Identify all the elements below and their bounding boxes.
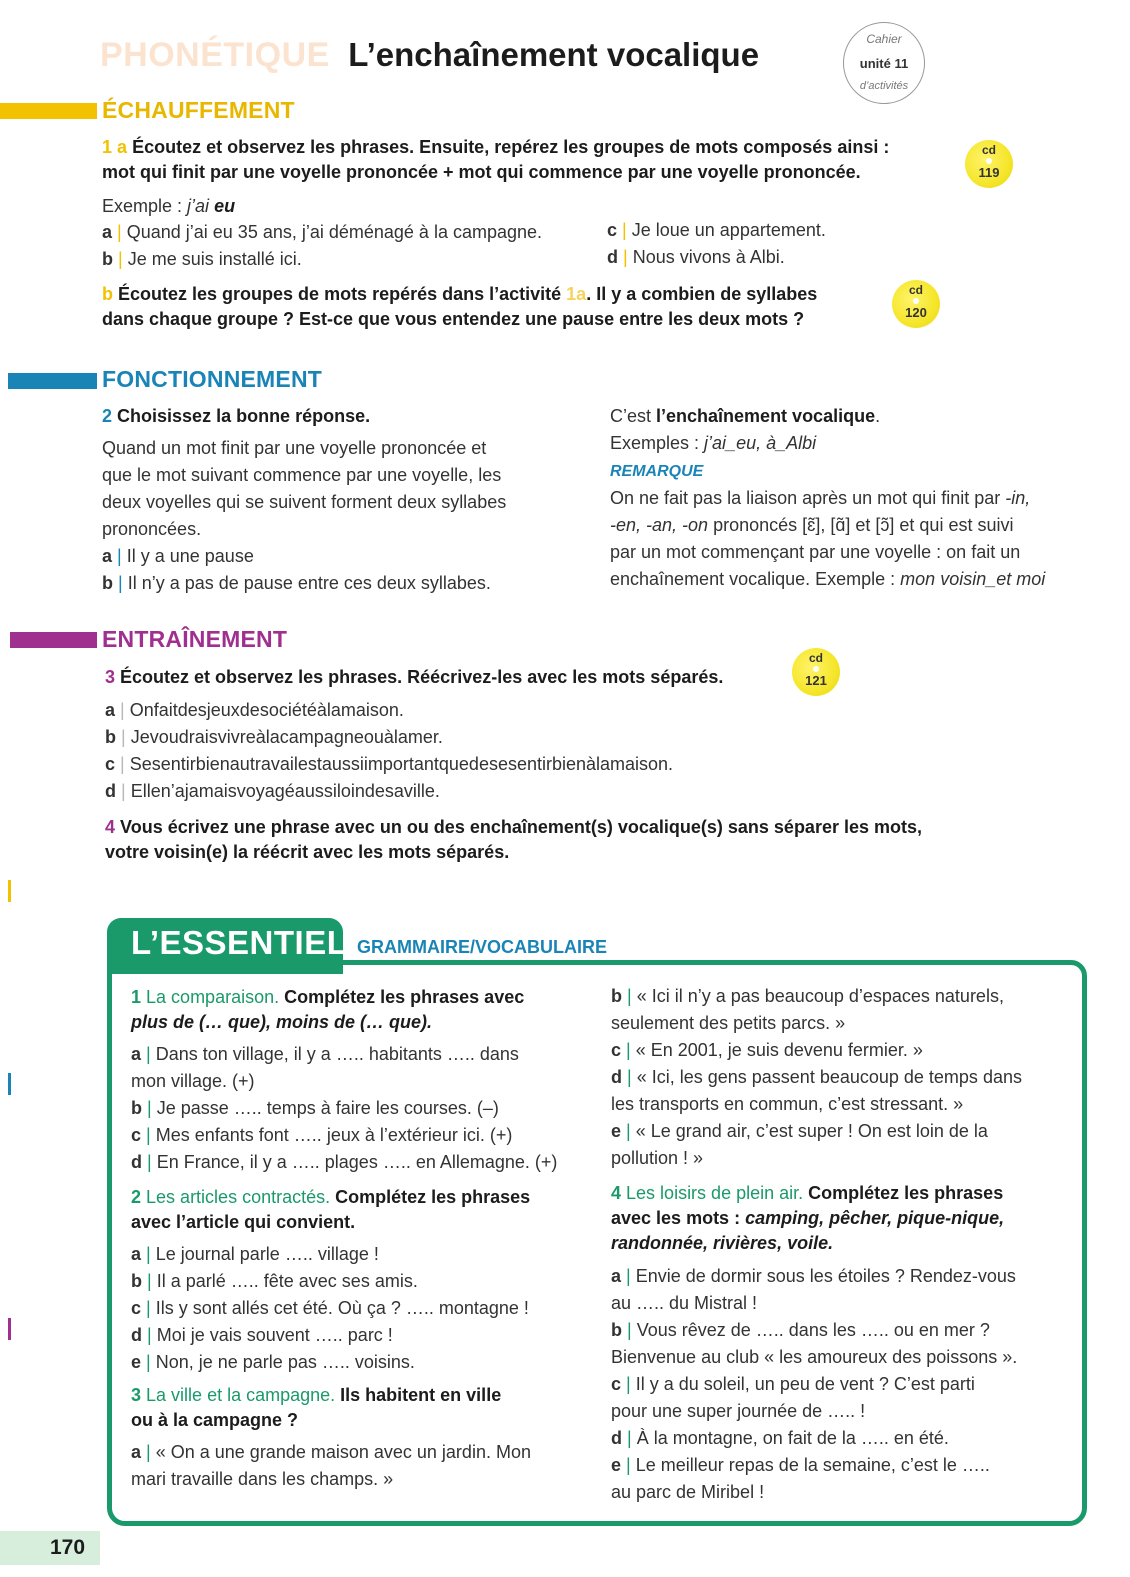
ess-ex4-instr2a: avec les mots : bbox=[611, 1208, 746, 1228]
item-text-cont: pour une super journée de ….. ! bbox=[611, 1401, 866, 1421]
fonctionnement-title: FONCTIONNEMENT bbox=[102, 366, 323, 392]
para-line: Quand un mot finit par une voyelle prononcée et bbox=[102, 438, 487, 458]
item-text-cont: Bienvenue au club « les amoureux des poissons ». bbox=[611, 1347, 1018, 1367]
ess-ex4-instr2b: camping, pêcher, pique-nique, bbox=[745, 1208, 1005, 1228]
item-text: Non, je ne parle pas ….. voisins. bbox=[155, 1352, 415, 1372]
item-letter: d bbox=[611, 1428, 622, 1448]
item-letter: e bbox=[131, 1352, 142, 1372]
ess-ex2-item bbox=[131, 1322, 601, 1349]
item-letter: b bbox=[611, 986, 622, 1006]
item-separator: | bbox=[146, 1298, 151, 1318]
item-letter: d bbox=[131, 1325, 142, 1345]
ex3-items bbox=[105, 697, 1005, 805]
item-text: « Le grand air, c’est super ! On est loin de la bbox=[635, 1121, 988, 1141]
examples-prefix: Exemples : bbox=[610, 433, 705, 453]
item-text: Mes enfants font ….. jeux à l’extérieur ici. (+) bbox=[155, 1125, 513, 1145]
option-separator: | bbox=[118, 573, 123, 593]
page-title: L’enchaînement vocalique bbox=[348, 36, 760, 73]
item-separator: | bbox=[147, 1271, 152, 1291]
item-separator: | bbox=[626, 1266, 631, 1286]
cahier-stamp bbox=[843, 22, 925, 104]
item-separator: | bbox=[627, 1067, 632, 1087]
item-text: Je me suis installé ici. bbox=[127, 249, 302, 269]
ex1b-part2: . Il y a combien de syllabes bbox=[586, 284, 818, 304]
margin-tick bbox=[8, 880, 11, 902]
example-italic: j’ai bbox=[187, 196, 215, 216]
item-separator: | bbox=[146, 1244, 151, 1264]
item-separator: | bbox=[120, 754, 125, 774]
cd-label: cd bbox=[981, 143, 996, 157]
ess-ex1-num: 1 bbox=[131, 987, 142, 1007]
item-text: Je passe ….. temps à faire les courses. (–) bbox=[156, 1098, 499, 1118]
ex1a-line1: Écoutez et observez les phrases. Ensuite, repérez les groupes de mots composés ainsi : bbox=[132, 137, 890, 157]
item-letter: c bbox=[611, 1374, 622, 1394]
ess-ex4-instr1: Complétez les phrases bbox=[803, 1183, 1004, 1203]
ess-ex2-instr2: avec l’article qui convient. bbox=[131, 1212, 356, 1232]
remarque-line-3: par un mot commençant par une voyelle : on fait un bbox=[610, 542, 1021, 562]
item-letter: d bbox=[131, 1152, 142, 1172]
cd-number: 121 bbox=[805, 673, 827, 688]
ess-ex2-item bbox=[131, 1268, 601, 1295]
ess-ex3-item-a bbox=[131, 1439, 601, 1493]
ex4-instruction bbox=[105, 815, 1005, 865]
ess-ex3-topic: La ville et la campagne. bbox=[146, 1385, 336, 1405]
cd-dot-icon bbox=[986, 158, 992, 164]
entrainement-title: ENTRAÎNEMENT bbox=[102, 626, 288, 652]
item-text: Vous rêvez de ….. dans les ….. ou en mer ? bbox=[636, 1320, 990, 1340]
cd-number: 120 bbox=[905, 305, 927, 320]
item-text: Il y a du soleil, un peu de vent ? C’est parti bbox=[635, 1374, 975, 1394]
echauffement-band bbox=[0, 103, 97, 119]
item-text-cont: au parc de Miribel ! bbox=[611, 1482, 765, 1502]
item-letter: a bbox=[131, 1044, 142, 1064]
examples-italic: j’ai_eu, à_Albi bbox=[704, 433, 817, 453]
ex3-item bbox=[105, 724, 1005, 751]
ess-ex1-item-b bbox=[131, 1095, 601, 1122]
item-text-cont: pollution ! » bbox=[611, 1148, 704, 1168]
ex1a-num: 1 bbox=[102, 137, 113, 157]
cd-dot-icon bbox=[813, 666, 819, 672]
ess-ex1-instr1: Complétez les phrases avec bbox=[279, 987, 525, 1007]
item-letter: c bbox=[607, 220, 618, 240]
item-text: « Ici, les gens passent beaucoup de temps dans bbox=[636, 1067, 1022, 1087]
cd-label: cd bbox=[808, 651, 823, 665]
item-letter: a bbox=[105, 700, 116, 720]
echauffement-title: ÉCHAUFFEMENT bbox=[102, 97, 295, 123]
margin-tick bbox=[8, 1073, 11, 1095]
cd-number: 119 bbox=[978, 165, 1000, 180]
ex2-option-a bbox=[102, 543, 572, 570]
item-letter: c bbox=[105, 754, 116, 774]
item-separator: | bbox=[117, 222, 122, 242]
item-text: En France, il y a ….. plages ….. en Allemagne. (+) bbox=[156, 1152, 558, 1172]
essentiel-right bbox=[611, 983, 1071, 1506]
item-letter: b bbox=[102, 249, 113, 269]
remarque-text: prononcés [ɛ̃], [ɑ̃] et [ɔ̃] et qui est suivi bbox=[708, 515, 1014, 535]
ex1a-item-b bbox=[102, 246, 302, 273]
item-text-cont: mari travaille dans les champs. » bbox=[131, 1469, 394, 1489]
margin-tick bbox=[8, 1318, 11, 1340]
item-separator: | bbox=[121, 727, 126, 747]
ess-ex4-instruction bbox=[611, 1181, 1071, 1256]
section-word: PHONÉTIQUE bbox=[100, 36, 330, 74]
ess-ex3-items-cont bbox=[611, 983, 1071, 1172]
item-separator: | bbox=[622, 220, 627, 240]
ess-ex1-item-d bbox=[131, 1149, 601, 1176]
ess-ex1-item-a bbox=[131, 1041, 601, 1068]
item-letter: b bbox=[131, 1271, 142, 1291]
item-text: Le meilleur repas de la semaine, c’est le ….. bbox=[635, 1455, 990, 1475]
ess-ex3-instr1: Ils habitent en ville bbox=[335, 1385, 502, 1405]
ex3-num: 3 bbox=[105, 667, 116, 687]
item-text-cont: mon village. (+) bbox=[131, 1071, 255, 1091]
ex3-item bbox=[105, 751, 1005, 778]
item-letter: a bbox=[131, 1244, 142, 1264]
item-separator: | bbox=[626, 1040, 631, 1060]
ex4-line1: Vous écrivez une phrase avec un ou des enchaînement(s) vocalique(s) sans séparer les mots, bbox=[120, 817, 922, 837]
item-text: Ellen’ajamaisvoyagéaussiloindesaville. bbox=[130, 781, 440, 801]
ess-ex1-instruction bbox=[131, 985, 601, 1035]
ess-ex2-items bbox=[131, 1241, 601, 1376]
ex1a-item-a bbox=[102, 219, 542, 246]
ess-ex4-topic: Les loisirs de plein air. bbox=[626, 1183, 804, 1203]
item-text-cont: au ….. du Mistral ! bbox=[611, 1293, 758, 1313]
item-text: Nous vivons à Albi. bbox=[632, 247, 785, 267]
examples-line bbox=[610, 430, 1110, 457]
example-bold: eu bbox=[214, 196, 236, 216]
cd-121-badge[interactable] bbox=[792, 648, 840, 696]
item-separator: | bbox=[147, 1325, 152, 1345]
fonctionnement-right bbox=[610, 403, 1110, 593]
item-text: « En 2001, je suis devenu fermier. » bbox=[635, 1040, 923, 1060]
item-text-cont: seulement des petits parcs. » bbox=[611, 1013, 846, 1033]
stamp-top-text: Cahier bbox=[866, 32, 902, 46]
ess-ex2-item bbox=[131, 1295, 601, 1322]
item-separator: | bbox=[146, 1125, 151, 1145]
cest-line bbox=[610, 403, 1110, 430]
item-separator: | bbox=[627, 986, 632, 1006]
ex1b-line2: dans chaque groupe ? Est-ce que vous entendez une pause entre les deux mots ? bbox=[102, 309, 805, 329]
item-letter: a bbox=[102, 222, 113, 242]
ex2-num: 2 bbox=[102, 406, 113, 426]
item-text: « Ici il n’y a pas beaucoup d’espaces naturels, bbox=[636, 986, 1004, 1006]
ex3-item bbox=[105, 697, 1005, 724]
cd-119-badge[interactable] bbox=[965, 140, 1013, 188]
ess-ex2-item bbox=[131, 1349, 601, 1376]
option-text: Il y a une pause bbox=[126, 546, 254, 566]
ess-ex4-items bbox=[611, 1263, 1071, 1506]
item-text: Ils y sont allés cet été. Où ça ? ….. montagne ! bbox=[155, 1298, 529, 1318]
item-separator: | bbox=[146, 1352, 151, 1372]
item-letter: a bbox=[611, 1266, 622, 1286]
item-separator: | bbox=[147, 1152, 152, 1172]
fonctionnement-band bbox=[8, 373, 97, 389]
essentiel-tab-label: L’ESSENTIEL bbox=[131, 924, 348, 961]
ess-ex4-num: 4 bbox=[611, 1183, 622, 1203]
ess-ex2-instr1: Complétez les phrases bbox=[330, 1187, 531, 1207]
para-line: que le mot suivant commence par une voyelle, les bbox=[102, 465, 502, 485]
ex1b-ref: 1a bbox=[566, 284, 587, 304]
item-separator: | bbox=[627, 1428, 632, 1448]
ex2-instruction bbox=[102, 404, 370, 429]
ex1b-part1: Écoutez les groupes de mots repérés dans l’activité bbox=[118, 284, 567, 304]
ess-ex3-num: 3 bbox=[131, 1385, 142, 1405]
option-text: Il n’y a pas de pause entre ces deux syllabes. bbox=[127, 573, 491, 593]
cd-dot-icon bbox=[913, 298, 919, 304]
remarque-italic: -en, -an, -on bbox=[610, 515, 709, 535]
item-text: Onfaitdesjeuxdesociétéàlamaison. bbox=[129, 700, 404, 720]
item-text: « On a une grande maison avec un jardin. Mon bbox=[155, 1442, 531, 1462]
ex2-option-b bbox=[102, 570, 572, 597]
ess-ex2-instruction bbox=[131, 1185, 601, 1235]
ess-ex1-item-c bbox=[131, 1122, 601, 1149]
remarque-line-1 bbox=[610, 485, 1110, 512]
para-line: prononcées. bbox=[102, 519, 202, 539]
option-letter: a bbox=[102, 546, 113, 566]
item-letter: b bbox=[105, 727, 116, 747]
item-text: Il a parlé ….. fête avec ses amis. bbox=[156, 1271, 418, 1291]
item-text: Le journal parle ….. village ! bbox=[155, 1244, 379, 1264]
item-letter: c bbox=[131, 1125, 142, 1145]
remarque-title: REMARQUE bbox=[610, 463, 704, 480]
ex3-item bbox=[105, 778, 1005, 805]
item-separator: | bbox=[627, 1320, 632, 1340]
item-text: Dans ton village, il y a ….. habitants ….. dans bbox=[155, 1044, 519, 1064]
item-text: Jevoudraisvivreàlacampagneouàlamer. bbox=[130, 727, 443, 747]
item-letter: d bbox=[105, 781, 116, 801]
item-letter: c bbox=[131, 1298, 142, 1318]
ex1a-item-c bbox=[607, 217, 826, 244]
ess-ex3-instr2: ou à la campagne ? bbox=[131, 1410, 299, 1430]
page-header bbox=[100, 36, 800, 86]
ess-ex1-instr2: plus de (… que), moins de (… que). bbox=[131, 1012, 433, 1032]
ex4-num: 4 bbox=[105, 817, 116, 837]
item-letter: c bbox=[611, 1040, 622, 1060]
item-separator: | bbox=[146, 1442, 151, 1462]
example-prefix: Exemple : bbox=[102, 196, 188, 216]
remarque-text: enchaînement vocalique. Exemple : bbox=[610, 569, 901, 589]
ess-ex2-num: 2 bbox=[131, 1187, 142, 1207]
ex1a-item-d bbox=[607, 244, 785, 271]
item-text: Moi je vais souvent ….. parc ! bbox=[156, 1325, 393, 1345]
item-separator: | bbox=[118, 249, 123, 269]
stamp-bottom-text: d’activités bbox=[859, 80, 909, 92]
cd-120-badge[interactable] bbox=[892, 280, 940, 328]
entrainement-band bbox=[10, 632, 97, 648]
ex2-text: Choisissez la bonne réponse. bbox=[117, 406, 371, 426]
item-text: À la montagne, on fait de la ….. en été. bbox=[636, 1428, 949, 1448]
item-letter: d bbox=[611, 1067, 622, 1087]
item-text: Sesentirbienautravailestaussiimportantquedesesentirbienàlamaison. bbox=[129, 754, 674, 774]
ess-ex2-item bbox=[131, 1241, 601, 1268]
item-letter: d bbox=[607, 247, 618, 267]
ex1a-letter: a bbox=[117, 137, 128, 157]
cd-label: cd bbox=[908, 283, 923, 297]
item-separator: | bbox=[626, 1121, 631, 1141]
stamp-mid-text: unité 11 bbox=[859, 56, 909, 71]
item-letter: a bbox=[131, 1442, 142, 1462]
ex1a-example bbox=[102, 193, 235, 220]
cest-end: . bbox=[875, 406, 881, 426]
item-separator: | bbox=[147, 1098, 152, 1118]
remarque-italic: -in, bbox=[1005, 488, 1031, 508]
ess-ex1-items bbox=[131, 1041, 601, 1176]
option-separator: | bbox=[117, 546, 122, 566]
ess-ex4-instr3: randonnée, rivières, voile. bbox=[611, 1233, 834, 1253]
item-letter: e bbox=[611, 1455, 622, 1475]
ess-ex1-topic: La comparaison. bbox=[146, 987, 280, 1007]
item-letter: e bbox=[611, 1121, 622, 1141]
item-separator: | bbox=[120, 700, 125, 720]
ex1a-instruction bbox=[102, 135, 962, 185]
item-separator: | bbox=[626, 1374, 631, 1394]
ess-ex3-instruction bbox=[131, 1383, 601, 1433]
item-separator: | bbox=[146, 1044, 151, 1064]
ex3-text: Écoutez et observez les phrases. Réécrivez-les avec les mots séparés. bbox=[120, 667, 724, 687]
remarque-italic: mon voisin_et moi bbox=[900, 569, 1046, 589]
remarque-line-2 bbox=[610, 512, 1110, 539]
ex4-line2: votre voisin(e) la réécrit avec les mots séparés. bbox=[105, 842, 510, 862]
item-separator: | bbox=[623, 247, 628, 267]
item-text: Envie de dormir sous les étoiles ? Rendez-vous bbox=[635, 1266, 1016, 1286]
remarque-text: On ne fait pas la liaison après un mot qui finit par bbox=[610, 488, 1006, 508]
para-line: deux voyelles qui se suivent forment deux syllabes bbox=[102, 492, 507, 512]
cest-text: C’est bbox=[610, 406, 657, 426]
item-text-cont: les transports en commun, c’est stressant. » bbox=[611, 1094, 964, 1114]
remarque-line-4 bbox=[610, 566, 1110, 593]
item-separator: | bbox=[121, 781, 126, 801]
option-letter: b bbox=[102, 573, 113, 593]
page-number: 170 bbox=[50, 1536, 86, 1559]
cest-bold: l’enchaînement vocalique bbox=[656, 406, 876, 426]
essentiel-subtitle: GRAMMAIRE/VOCABULAIRE bbox=[357, 937, 607, 957]
ex1b-letter: b bbox=[102, 284, 113, 304]
ex1a-line2: mot qui finit par une voyelle prononcée + mot qui commence par une voyelle prononcée. bbox=[102, 162, 861, 182]
item-letter: b bbox=[611, 1320, 622, 1340]
ex1b-instruction bbox=[102, 282, 892, 332]
essentiel-left bbox=[131, 985, 601, 1493]
item-text: Je loue un appartement. bbox=[631, 220, 826, 240]
item-letter: b bbox=[131, 1098, 142, 1118]
item-separator: | bbox=[626, 1455, 631, 1475]
ess-ex2-topic: Les articles contractés. bbox=[146, 1187, 331, 1207]
ex3-instruction bbox=[105, 665, 723, 690]
item-text: Quand j’ai eu 35 ans, j’ai déménagé à la campagne. bbox=[126, 222, 543, 242]
ex2-paragraph bbox=[102, 435, 572, 597]
